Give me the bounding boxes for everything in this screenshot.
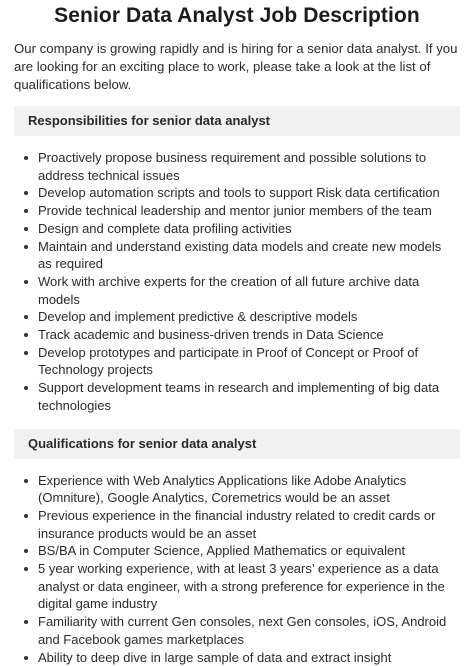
list-item: Develop prototypes and participate in Proof of Concept or Proof of Technology projects	[38, 344, 460, 379]
qualifications-list	[14, 472, 460, 666]
list-item: Track academic and business-driven trends in Data Science	[38, 326, 460, 344]
responsibilities-heading: Responsibilities for senior data analyst	[14, 106, 460, 136]
list-item: Develop and implement predictive & descriptive models	[38, 308, 460, 326]
list-item: Ability to deep dive in large sample of data and extract insight	[38, 649, 460, 666]
list-item: Familiarity with current Gen consoles, next Gen consoles, iOS, Android and Facebook games marketplaces	[38, 613, 460, 648]
list-item: Support development teams in research and implementing of big data technologies	[38, 379, 460, 414]
page-title: Senior Data Analyst Job Description	[54, 4, 420, 27]
list-item: BS/BA in Computer Science, Applied Mathematics or equivalent	[38, 542, 460, 560]
list-item: Provide technical leadership and mentor junior members of the team	[38, 202, 460, 220]
list-item: Develop automation scripts and tools to support Risk data certification	[38, 184, 460, 202]
responsibilities-list	[14, 149, 460, 415]
list-item: Experience with Web Analytics Applications like Adobe Analytics (Omniture), Google Analytics, Coremetrics would be an asset	[38, 472, 460, 507]
list-item: 5 year working experience, with at least 3 years’ experience as a data analyst or data engineer, with a strong preference for experience in the digital game industry	[38, 560, 460, 613]
list-item: Proactively propose business requirement and possible solutions to address technical issues	[38, 149, 460, 184]
list-item: Previous experience in the financial industry related to credit cards or insurance products would be an asset	[38, 507, 460, 542]
list-item: Work with archive experts for the creation of all future archive data models	[38, 273, 460, 308]
list-item: Design and complete data profiling activities	[38, 220, 460, 238]
qualifications-heading: Qualifications for senior data analyst	[14, 429, 460, 459]
intro-paragraph: Our company is growing rapidly and is hiring for a senior data analyst. If you are looking for an exciting place to work, please take a look at the list of qualifications below.	[14, 41, 458, 92]
list-item: Maintain and understand existing data models and create new models as required	[38, 238, 460, 273]
